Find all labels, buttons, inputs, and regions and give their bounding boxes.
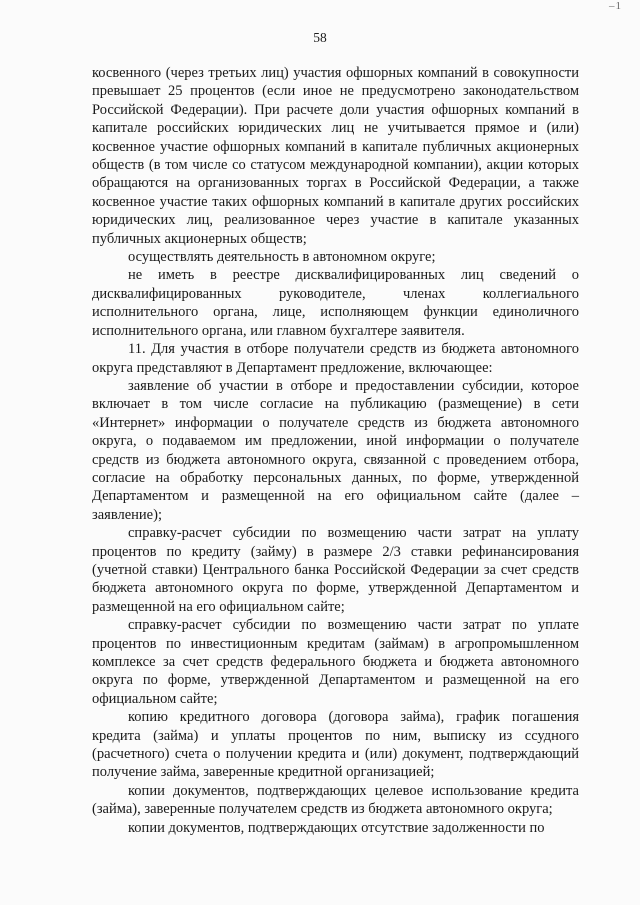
paragraph: справку-расчет субсидии по возмещению части затрат на уплату процентов по кредиту (займу) в размере 2/3 ставки рефинансирования (учетной ставки) Центрального банка Российской Федерации за счет средств бюджета автономного округа по форме, утвержденной Департаментом и размещенной на его официальном сайте; <box>92 525 579 615</box>
paragraph: 11. Для участия в отборе получатели средств из бюджета автономного округа представляют в Департамент предложение, включающее: <box>92 341 579 376</box>
paragraph: копию кредитного договора (договора займа), график погашения кредита (займа) и уплаты процентов по ним, выписку из ссудного (расчетного) счета о получении кредита и (или) документ, подтверждающий получение займа, заверенные кредитной организацией; <box>92 709 579 781</box>
paragraph: копии документов, подтверждающих отсутствие задолженности по <box>128 819 545 836</box>
paragraph: косвенного (через третьих лиц) участия офшорных компаний в совокупности превышает 25 процентов (если иное не предусмотрено законодательством Российской Федерации). При расчете доли участия офшорных компаний в капитале российских юридических лиц не учитывается прямое и (или) косвенное участие офшорных компаний в капитале публичных акционерных обществ (в том числе со статусом международной компании), акции которых обращаются на организованных торгах в Российской Федерации, а также косвенное участие таких офшорных компаний в капитале других российских юридических лиц, реализованное через участие в капитале указанных публичных акционерных обществ; <box>92 65 579 247</box>
paragraph: копии документов, подтверждающих целевое использование кредита (займа), заверенные получателем средств из бюджета автономного округа; <box>92 782 579 818</box>
page-number: 58 <box>313 30 327 45</box>
paragraph: заявление об участии в отборе и предоставлении субсидии, которое включает в том числе согласие на публикацию (размещение) в сети «Интернет» информации о получателе средств из бюджета автономного округа, о подаваемом им предложении, иной информации о получателе средств из бюджета автономного округа, связанной с проведением отбора, согласие на обработку персональных данных, по форме, утвержденной Департаментом и размещенной на его официальном сайте (далее – заявление); <box>92 377 579 523</box>
paragraph: осуществлять деятельность в автономном округе; <box>128 249 436 266</box>
paragraph: не иметь в реестре дисквалифицированных лиц сведений о дисквалифицированных руководителе, членах коллегиального исполнительного органа, лице, исполняющем функции единоличного исполнительного органа, или главном бухгалтере заявителя. <box>92 267 579 339</box>
document-body <box>92 64 579 837</box>
paragraph: справку-расчет субсидии по возмещению части затрат по уплате процентов по инвестиционным кредитам (займам) в агропромышленном комплексе за счет средств федерального бюджета и бюджета автономного округа по форме, утвержденной Департаментом и размещенной на его официальном сайте; <box>92 617 579 707</box>
corner-mark: –1 <box>609 0 622 12</box>
